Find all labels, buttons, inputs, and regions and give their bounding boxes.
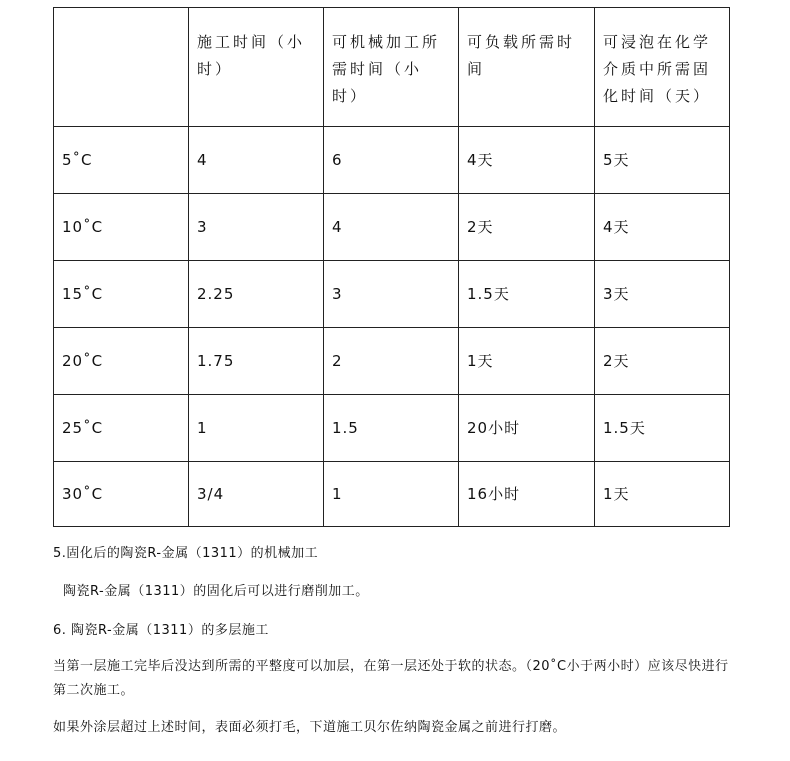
header-cell-working-time: 施工时间（小时） — [189, 8, 324, 127]
cell-working-time: 3/4 — [189, 462, 324, 527]
cell-temperature: 25˚C — [54, 395, 189, 462]
cell-load-time: 4天 — [459, 127, 595, 194]
cell-working-time: 4 — [189, 127, 324, 194]
header-cell-temperature — [54, 8, 189, 127]
cell-immersion-time: 2天 — [595, 328, 730, 395]
table-row — [54, 395, 730, 462]
cell-working-time: 3 — [189, 194, 324, 261]
cell-temperature: 15˚C — [54, 261, 189, 328]
table-header-row — [54, 8, 730, 127]
cell-machining-time: 3 — [324, 261, 459, 328]
cell-load-time: 16小时 — [459, 462, 595, 527]
header-cell-load-time: 可负载所需时间 — [459, 8, 595, 127]
header-cell-machining-time: 可机械加工所需时间（小时） — [324, 8, 459, 127]
table-row — [54, 194, 730, 261]
cell-load-time: 2天 — [459, 194, 595, 261]
section-5-body: 陶瓷R-金属（1311）的固化后可以进行磨削加工。 — [63, 584, 369, 599]
table-row — [54, 127, 730, 194]
cell-working-time: 1 — [189, 395, 324, 462]
cell-machining-time: 1 — [324, 462, 459, 527]
cell-machining-time: 4 — [324, 194, 459, 261]
section-5-title: 5.固化后的陶瓷R-金属（1311）的机械加工 — [53, 546, 319, 561]
cell-load-time: 1天 — [459, 328, 595, 395]
cell-immersion-time: 1天 — [595, 462, 730, 527]
table-row — [54, 462, 730, 527]
header-cell-chemical-immersion-time: 可浸泡在化学介质中所需固化时间（天） — [595, 8, 730, 127]
cell-working-time: 2.25 — [189, 261, 324, 328]
cell-immersion-time: 3天 — [595, 261, 730, 328]
cell-load-time: 20小时 — [459, 395, 595, 462]
cell-load-time: 1.5天 — [459, 261, 595, 328]
cell-temperature: 30˚C — [54, 462, 189, 527]
section-6-title: 6. 陶瓷R-金属（1311）的多层施工 — [53, 623, 269, 638]
cell-machining-time: 6 — [324, 127, 459, 194]
cell-immersion-time: 1.5天 — [595, 395, 730, 462]
section-6-note: 如果外涂层超过上述时间，表面必须打毛，下道施工贝尔佐纳陶瓷金属之前进行打磨。 — [53, 720, 567, 735]
cell-machining-time: 1.5 — [324, 395, 459, 462]
cell-working-time: 1.75 — [189, 328, 324, 395]
cell-temperature: 20˚C — [54, 328, 189, 395]
table-row — [54, 261, 730, 328]
cell-temperature: 5˚C — [54, 127, 189, 194]
table-row — [54, 328, 730, 395]
cell-machining-time: 2 — [324, 328, 459, 395]
cell-immersion-time: 5天 — [595, 127, 730, 194]
cell-immersion-time: 4天 — [595, 194, 730, 261]
cell-temperature: 10˚C — [54, 194, 189, 261]
section-6-body: 当第一层施工完毕后没达到所需的平整度可以加层，在第一层还处于软的状态。（20˚C小于两小时）应该尽快进行第二次施工。 — [53, 659, 729, 698]
curing-time-table — [53, 7, 730, 527]
